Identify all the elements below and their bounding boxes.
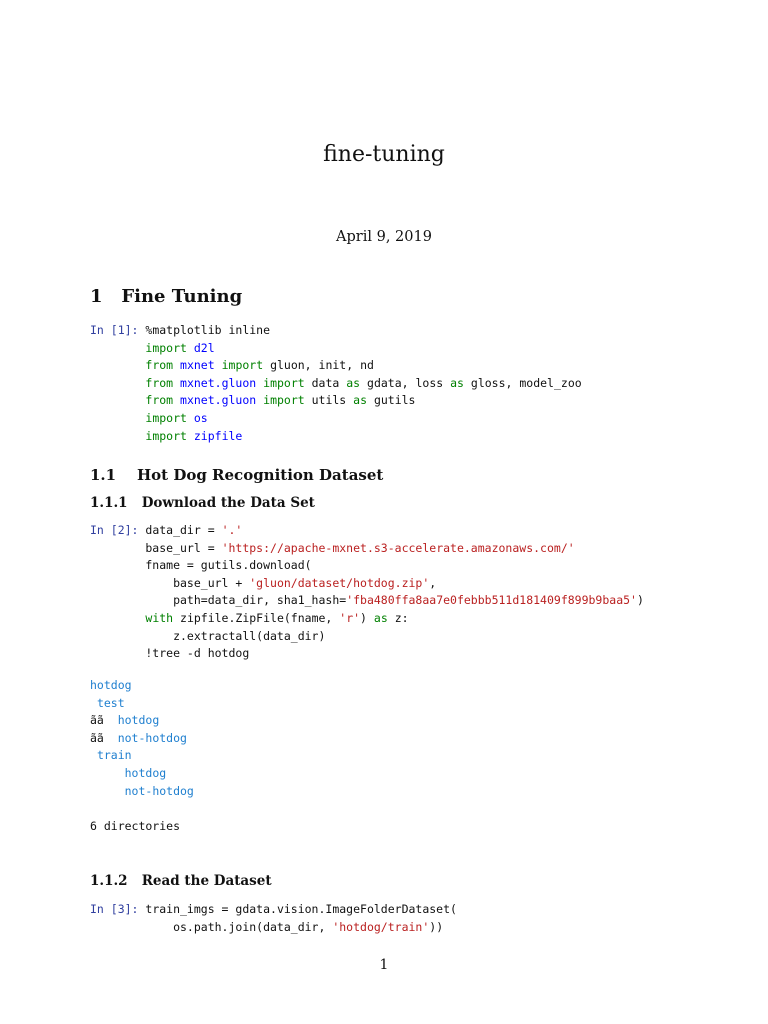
- code-cell-1: In [1]: %matplotlib inline import d2l from mxnet import gluon, init, nd from mxnet.gluon import data as gdata, loss as gloss, model_zoo from mxnet.gluon import utils as gutils import os import zipfile: [90, 323, 582, 443]
- document-date: April 9, 2019: [336, 229, 432, 245]
- page-number: 1: [379, 957, 389, 973]
- section-heading-1-1: [90, 466, 383, 484]
- document-title: fine-tuning: [323, 142, 445, 167]
- section-heading-1: [90, 286, 242, 307]
- cell-prompt: In [1]:: [90, 323, 139, 337]
- cell-prompt: In [2]:: [90, 523, 139, 537]
- output-summary: 6 directories: [90, 818, 181, 833]
- section-number: 1.1: [90, 466, 117, 484]
- code-cell-2: In [2]: data_dir = '.' base_url = 'https://apache-mxnet.s3-accelerate.amazonaws.com/' fname = gutils.download( base_url + 'gluon/dataset/hotdog.zip', path=data_dir, sha1_hash='fba480ffa8aa7e0febbb511d181409f899b9baa5') with zipfile.ZipFile(fname, 'r') as z: z.extractall(data_dir) !tree -d hotdog: [90, 523, 644, 661]
- section-heading-1-1-2: [90, 873, 272, 889]
- section-number: 1.1.1: [90, 495, 128, 511]
- code-output-2: hotdog test ãã hotdog ãã not-hotdog train hotdog not-hotdog 6 directories: [90, 678, 194, 833]
- cell-prompt: In [3]:: [90, 902, 139, 916]
- section-title: Hot Dog Recognition Dataset: [137, 466, 384, 484]
- section-title: Fine Tuning: [121, 286, 243, 307]
- section-title: Read the Dataset: [141, 873, 272, 889]
- section-number: 1: [90, 286, 103, 307]
- section-title: Download the Data Set: [141, 495, 315, 511]
- section-number: 1.1.2: [90, 873, 128, 889]
- code-cell-3: In [3]: train_imgs = gdata.vision.ImageFolderDataset( os.path.join(data_dir, 'hotdog/train')): [90, 902, 457, 934]
- section-heading-1-1-1: [90, 495, 315, 511]
